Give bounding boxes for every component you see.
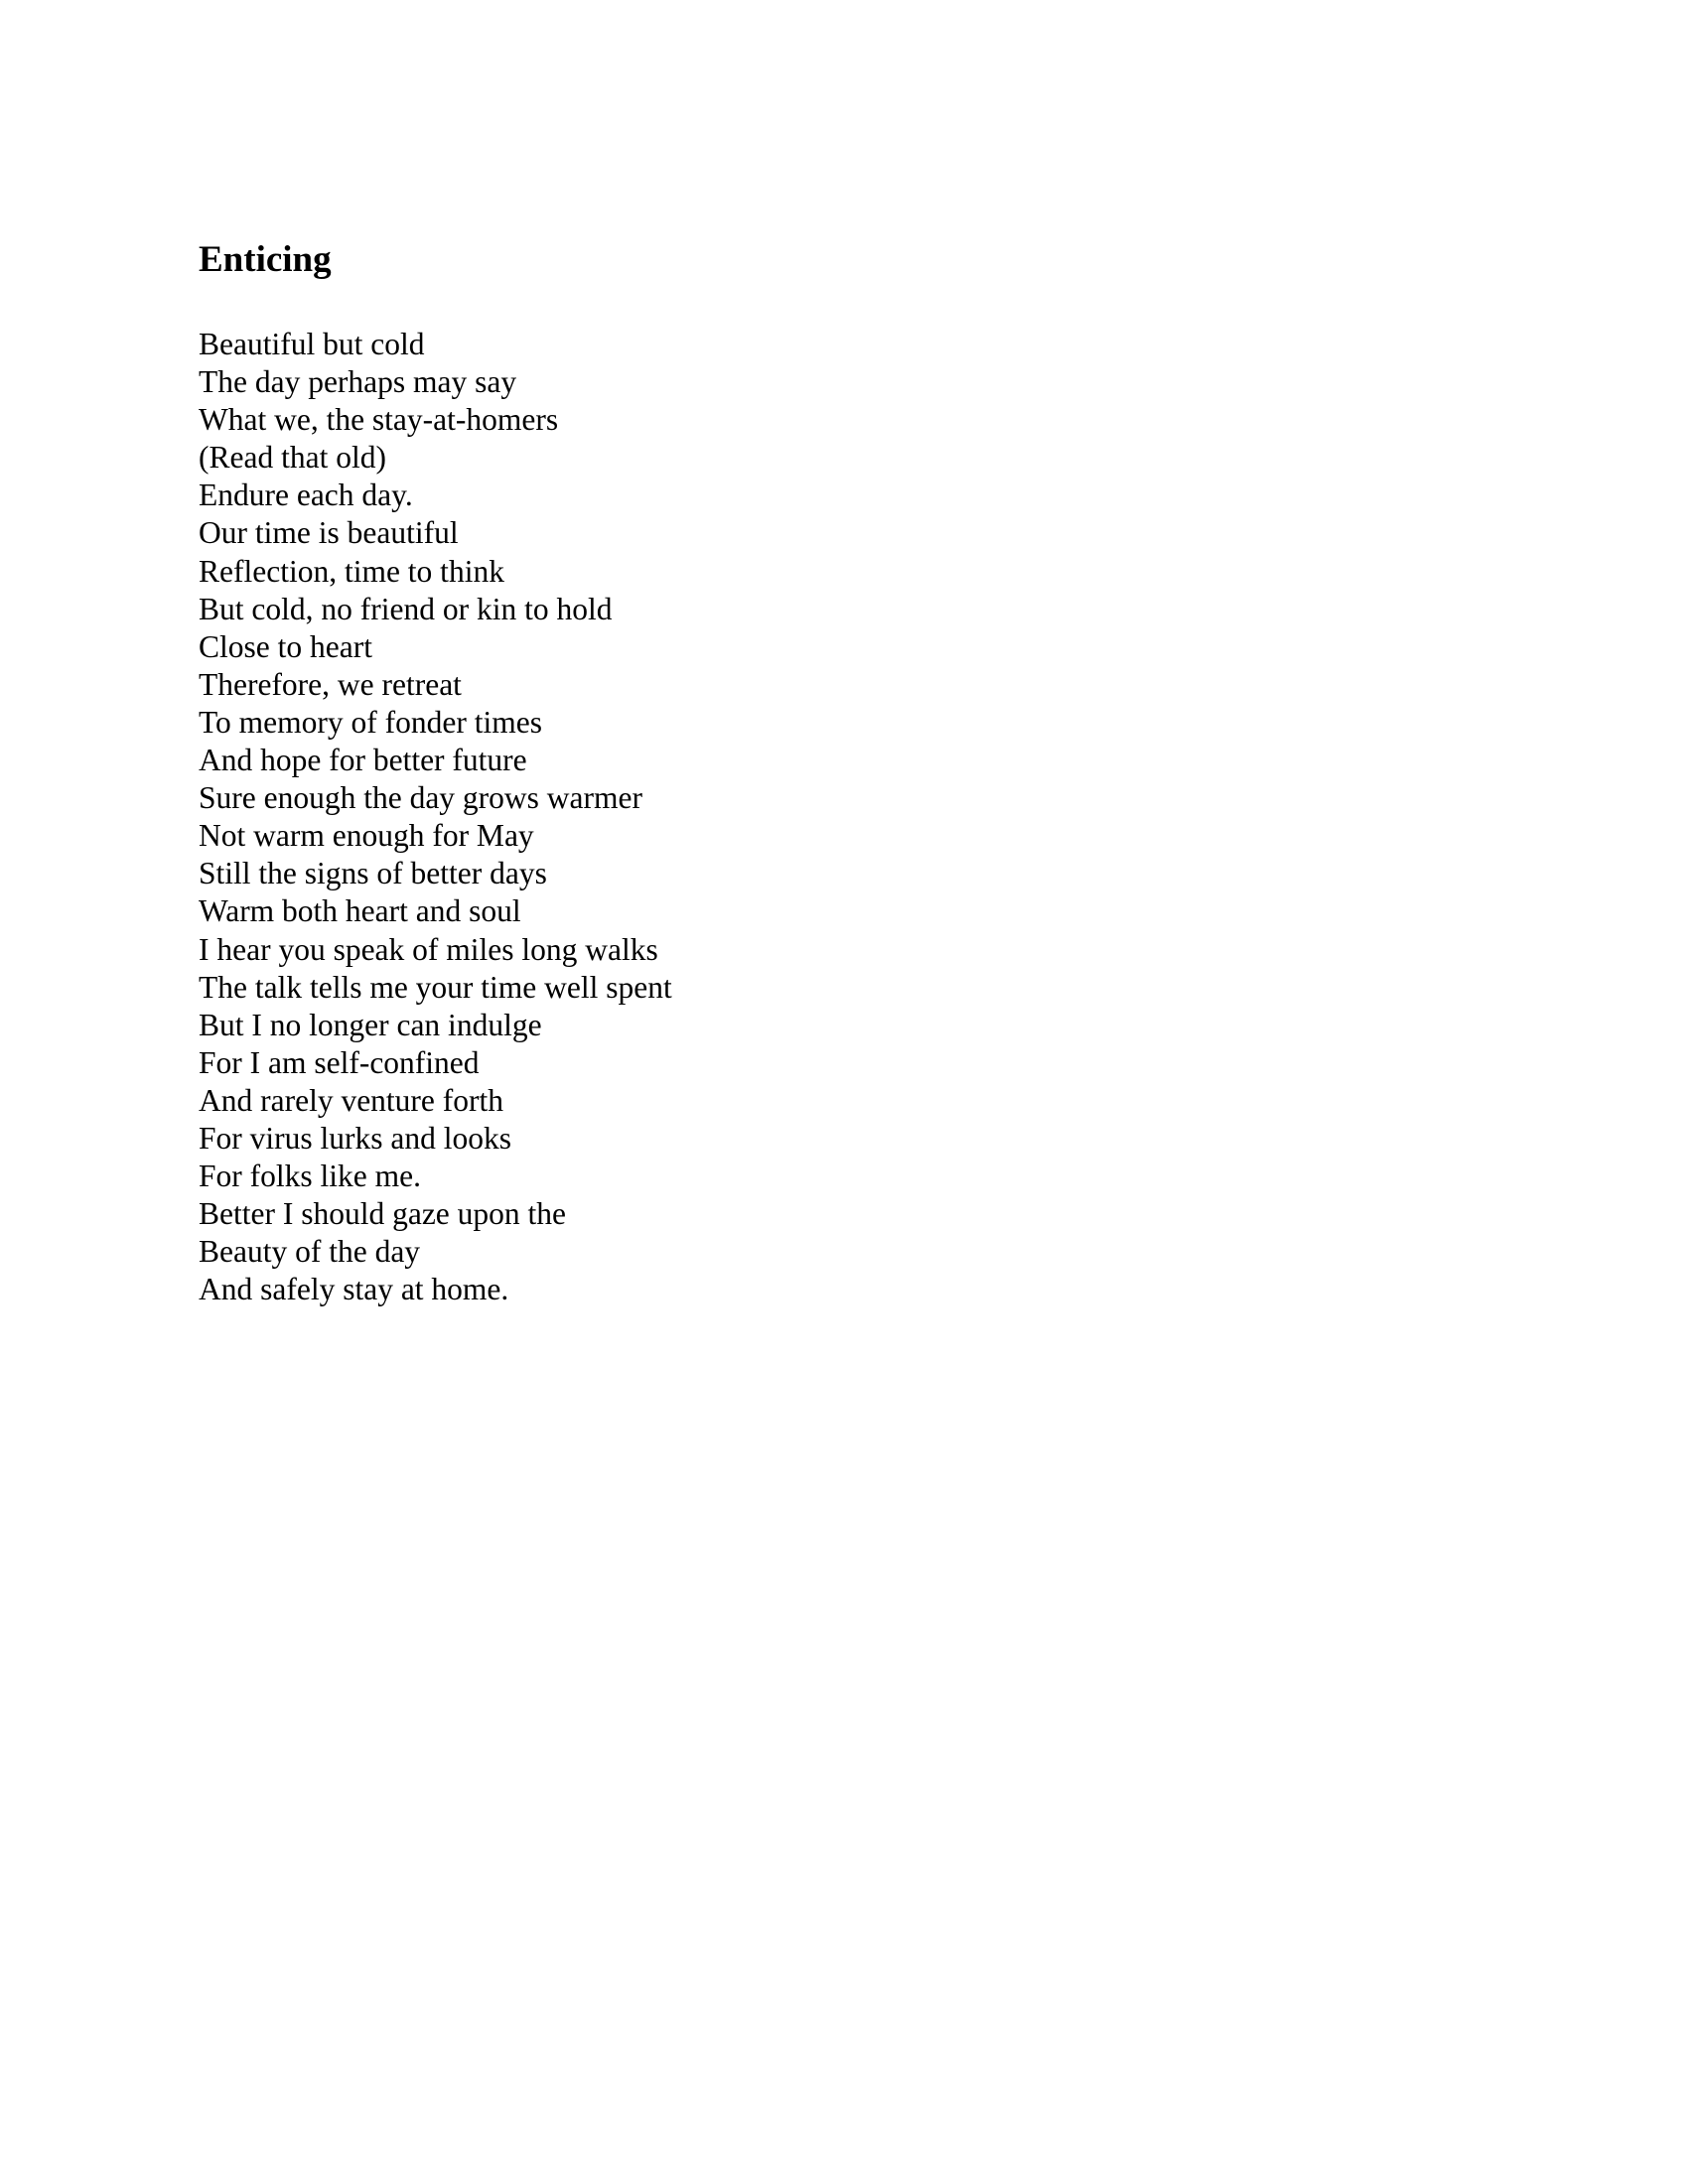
poem-line: (Read that old) — [199, 440, 386, 476]
poem-line: I hear you speak of miles long walks — [199, 931, 658, 967]
poem-line: Beauty of the day — [199, 1234, 421, 1270]
poem-line: But I no longer can indulge — [199, 1007, 542, 1042]
poem-line: For folks like me. — [199, 1159, 421, 1194]
poem-title: Enticing — [199, 239, 332, 280]
poem-line: Our time is beautiful — [199, 515, 459, 551]
poem-line: But cold, no friend or kin to hold — [199, 591, 613, 626]
poem-body — [199, 326, 672, 1308]
poem-line: Close to heart — [199, 628, 372, 664]
poem-line: And safely stay at home. — [199, 1272, 509, 1307]
poem-line: Endure each day. — [199, 478, 413, 513]
poem-line: The day perhaps may say — [199, 364, 517, 400]
poem-line: Therefore, we retreat — [199, 666, 462, 702]
poem-line: Sure enough the day grows warmer — [199, 780, 642, 816]
poem-line: Still the signs of better days — [199, 856, 547, 891]
poem-line: Reflection, time to think — [199, 553, 504, 589]
poem-line: And rarely venture forth — [199, 1082, 504, 1118]
poem-line: The talk tells me your time well spent — [199, 969, 672, 1005]
poem-line: For I am self-confined — [199, 1044, 480, 1080]
poem-line: To memory of fonder times — [199, 704, 542, 740]
poem-line: Better I should gaze upon the — [199, 1196, 567, 1232]
poem-line: And hope for better future — [199, 743, 527, 778]
poem-line: Beautiful but cold — [199, 327, 425, 361]
poem-line: Warm both heart and soul — [199, 893, 521, 929]
poem-line: What we, the stay-at-homers — [199, 402, 559, 438]
poem-line: For virus lurks and looks — [199, 1120, 511, 1156]
poem-line: Not warm enough for May — [199, 818, 534, 854]
